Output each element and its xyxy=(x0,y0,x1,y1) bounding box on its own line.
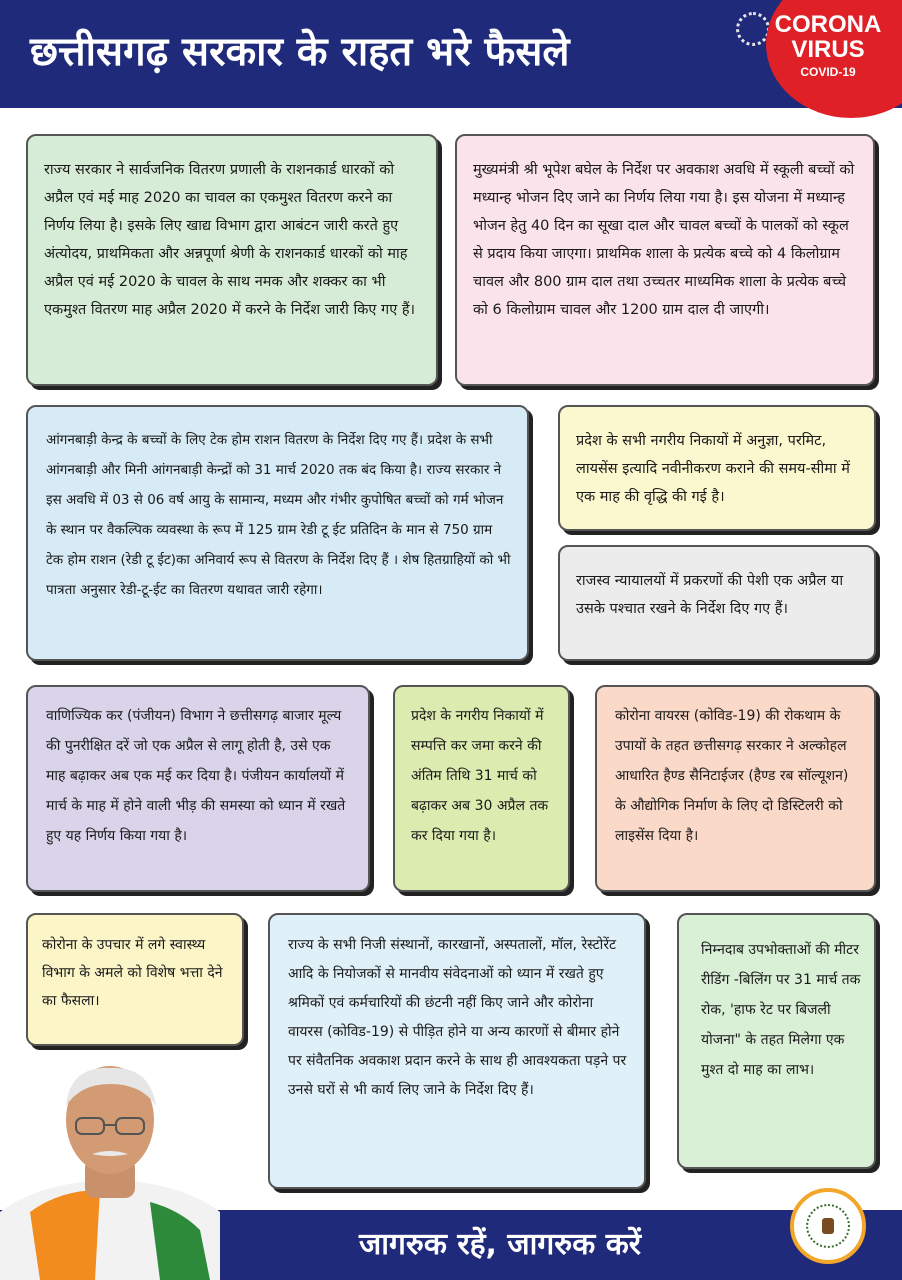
state-emblem-icon xyxy=(790,1188,866,1264)
card-revenue-courts: राजस्व न्यायालयों में प्रकरणों की पेशी एक अप्रैल या उसके पश्चात रखने के निर्देश दिए गए हैं। xyxy=(558,545,876,661)
card-license-renewal: प्रदेश के सभी नगरीय निकायों में अनुज्ञा, परमिट, लायसेंस इत्यादि नवीनीकरण कराने की समय-सीमा में एक माह की वृद्धि की गई है। xyxy=(558,405,876,531)
coronavirus-icon xyxy=(736,12,770,46)
footer-slogan: जागरुक रहें, जागरुक करें xyxy=(358,1227,642,1262)
emblem-ring xyxy=(806,1204,850,1248)
badge-line-2: VIRUS xyxy=(791,36,865,64)
badge-line-3: COVID-19 xyxy=(800,65,856,80)
card-property-tax: प्रदेश के नगरीय निकायों में सम्पत्ति कर जमा करने की अंतिम तिथि 31 मार्च को बढ़ाकर अब 30 अप्रैल तक कर दिया गया है। xyxy=(393,685,570,892)
card-registration-rates: वाणिज्यिक कर (पंजीयन) विभाग ने छत्तीसगढ़ बाजार मूल्य की पुनरीक्षित दरें जो एक अप्रैल से लागू होती है, उसे एक माह बढ़ाकर अब एक मई कर दिया है। पंजीयन कार्यालयों में मार्च के माह में होने वाली भीड़ की समस्या को ध्यान में रखते हुए यह निर्णय किया गया है। xyxy=(26,685,370,892)
page-title: छत्तीसगढ़ सरकार के राहत भरे फैसले xyxy=(30,29,570,75)
card-electricity-billing: निम्नदाब उपभोक्ताओं की मीटर रीडिंग -बिलिंग पर 31 मार्च तक रोक, 'हाफ रेट पर बिजली योजना" के तहत मिलेगा एक मुश्त दो माह का लाभ। xyxy=(677,913,876,1169)
card-ration-distribution: राज्य सरकार ने सार्वजनिक वितरण प्रणाली के राशनकार्ड धारकों को अप्रैल एवं मई माह 2020 का चावल का एकमुश्त वितरण करने का निर्णय लिया है। इसके लिए खाद्य विभाग द्वारा आबंटन जारी करते हुए अंत्योदय, प्राथमिकता और अन्नपूर्णा श्रेणी के राशनकार्ड धारकों को माह अप्रैल एवं मई 2020 के चावल के साथ नमक और शक्कर का भी एकमुश्त वितरण माह अप्रैल 2020 में करने के निर्देश जारी किए गए हैं। xyxy=(26,134,438,386)
card-sanitizer-license: कोरोना वायरस (कोविड-19) की रोकथाम के उपायों के तहत छत्तीसगढ़ सरकार ने अल्कोहल आधारित हैण्ड सैनिटाईजर (हैण्ड रब सॉल्यूशन) के औद्योगिक निर्माण के लिए दो डिस्टिलरी को लाइसेंस दिया है। xyxy=(595,685,876,892)
card-midday-meal: मुख्यमंत्री श्री भूपेश बघेल के निर्देश पर अवकाश अवधि में स्कूली बच्चों को मध्यान्ह भोजन दिए जाने का निर्णय लिया गया है। इस योजना में मध्यान्ह भोजन हेतु 40 दिन का सूखा दाल और चावल बच्चों के पालकों को स्कूल से प्रदाय किया जाएगा। प्राथमिक शाला के प्रत्येक बच्चे को 4 किलोग्राम चावल और 800 ग्राम दाल तथा उच्चतर माध्यमिक शाला के प्रत्येक बच्चे को 6 किलोग्राम चावल और 1200 ग्राम दाल दी जाएगी। xyxy=(455,134,875,386)
corona-badge-text xyxy=(768,12,888,79)
badge-line-1: CORONA xyxy=(774,11,882,38)
card-health-allowance: कोरोना के उपचार में लगे स्वास्थ्य विभाग के अमले को विशेष भत्ता देने का फैसला। xyxy=(26,913,244,1046)
card-anganwadi-ration: आंगनबाड़ी केन्द्र के बच्चों के लिए टेक होम राशन वितरण के निर्देश दिए गए हैं। प्रदेश के सभी आंगनबाड़ी और मिनी आंगनबाड़ी केन्द्रों को 31 मार्च 2020 तक बंद किया है। राज्य सरकार ने इस अवधि में 03 से 06 वर्ष आयु के सामान्य, मध्यम और गंभीर कुपोषित बच्चों को गर्म भोजन के स्थान पर वैकल्पिक व्यवस्था के रूप में 125 ग्राम रेडी टू ईट प्रतिदिन के मान से 750 ग्राम टेक होम राशन (रेडी टू ईट)का अनिवार्य रूप से वितरण के निर्देश दिए हैं । शेष हितग्राहियों को भी पात्रता अनुसार रेडी-टू-ईट का वितरण यथावत जारी रहेगा। xyxy=(26,405,529,661)
chief-minister-portrait xyxy=(0,1062,220,1280)
emblem-center xyxy=(822,1218,834,1234)
card-worker-protection: राज्य के सभी निजी संस्थानों, कारखानों, अस्पतालों, मॉल, रेस्टोरेंट आदि के नियोजकों से मानवीय संवेदनाओं को ध्यान में रखते हुए श्रमिकों एवं कर्मचारियों की छंटनी नहीं किए जाने और कोरोना वायरस (कोविड-19) से पीड़ित होने या अन्य कारणों से बीमार होने पर संवैतनिक अवकाश प्रदान करने के साथ ही आवश्यकता पड़ने पर उनसे घरों से भी कार्य लिए जाने के निर्देश दिए हैं। xyxy=(268,913,646,1189)
